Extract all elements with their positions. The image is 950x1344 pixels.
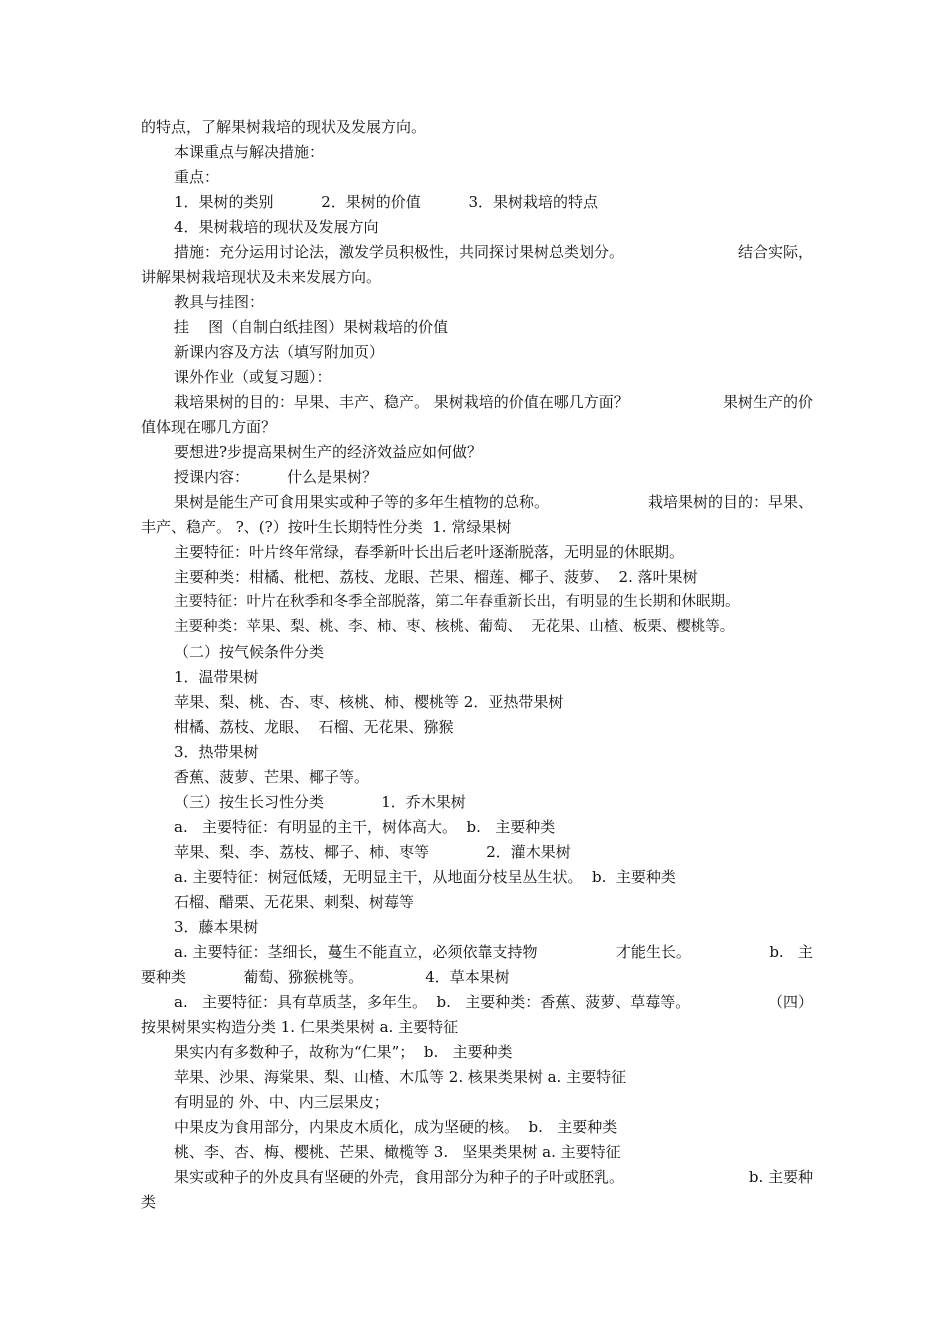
- text-line-37: 按果树果实构造分类 1. 仁果类果树 a. 主要特征: [141, 1018, 459, 1036]
- text-line-27: 香蕉、菠萝、芒果、椰子等。: [174, 768, 370, 786]
- text-line-24: 苹果、梨、桃、杏、枣、核桃、柿、樱桃等 2．亚热带果树: [174, 693, 564, 711]
- text-line-15: 授课内容： 什么是果树？: [174, 468, 378, 486]
- text-line-14: 要想进?步提高果树生产的经济效益应如何做？: [174, 443, 483, 461]
- text-line-12: [174, 392, 813, 412]
- text-line-8: 教具与挂图：: [174, 293, 265, 311]
- text-line-21: 主要种类：苹果、梨、桃、李、柿、枣、核桃、葡萄、 无花果、山楂、板栗、樱桃等。: [174, 619, 735, 635]
- text-line-6-part-a: 措施：充分运用讨论法，激发学员积极性，共同探讨果树总类划分。: [174, 243, 625, 261]
- text-line-16-part-a: 果树是能生产可食用果实或种子等的多年生植物的总称。: [174, 493, 550, 511]
- text-line-11: 课外作业（或复习题）：: [174, 368, 332, 386]
- text-line-41: 中果皮为食用部分，内果皮木质化，成为坚硬的核。 b. 主要种类: [174, 1118, 618, 1136]
- text-line-44: 类: [141, 1193, 157, 1211]
- text-line-31: a. 主要特征：树冠低矮，无明显主干，从地面分枝呈丛生状。 b. 主要种类: [174, 868, 676, 886]
- text-line-2: 本课重点与解决措施：: [174, 143, 325, 161]
- text-line-13: 值体现在哪几方面？: [141, 418, 277, 436]
- text-line-42: 桃、李、杏、梅、樱桃、芒果、橄榄等 3. 坚果类果树 a. 主要特征: [174, 1143, 621, 1161]
- text-line-6-part-b: 结合实际，: [737, 243, 813, 261]
- text-line-36: [174, 992, 813, 1012]
- text-line-4: 1．果树的类别 2．果树的价值 3．果树栽培的特点: [174, 193, 598, 211]
- text-line-40: 有明显的 外、中、内三层果皮；: [174, 1093, 389, 1111]
- text-line-7: 讲解果树栽培现状及未来发展方向。: [141, 268, 382, 286]
- text-line-34-part-a: a. 主要特征：茎细长，蔓生不能直立，必须依靠支持物: [174, 943, 538, 961]
- text-line-33: 3．藤本果树: [174, 918, 259, 936]
- text-line-5: 4．果树栽培的现状及发展方向: [174, 218, 379, 236]
- text-line-28: （三）按生长习性分类 1．乔木果树: [174, 793, 466, 811]
- text-line-6: [174, 242, 813, 262]
- text-line-3: 重点：: [174, 168, 220, 186]
- text-line-29: a. 主要特征：有明显的主干，树体高大。 b. 主要种类: [174, 818, 556, 836]
- text-line-30: 苹果、梨、李、荔枝、椰子、柿、枣等 2．灌木果树: [174, 843, 571, 861]
- text-line-43-part-a: 果实或种子的外皮具有坚硬的外壳，食用部分为种子的子叶或胚乳。: [174, 1168, 625, 1186]
- text-line-22: （二）按气候条件分类: [174, 643, 325, 661]
- text-line-9: 挂 图（自制白纸挂图）果树栽培的价值: [174, 318, 449, 336]
- text-line-18: 主要特征：叶片终年常绿，春季新叶长出后老叶逐渐脱落，无明显的休眠期。: [174, 543, 685, 561]
- text-line-23: 1．温带果树: [174, 668, 259, 686]
- text-line-38: 果实内有多数种子，故称为“仁果”； b. 主要种类: [174, 1043, 513, 1061]
- text-line-34-part-c: b. 主: [769, 943, 813, 961]
- text-line-36-part-b: （四）: [767, 993, 813, 1011]
- text-line-25: 柑橘、荔枝、龙眼、 石榴、无花果、猕猴: [174, 718, 454, 736]
- text-line-35: 要种类 葡萄、猕猴桃等。 4．草本果树: [141, 968, 510, 986]
- text-line-16-part-b: 栽培果树的目的：早果、: [647, 493, 813, 511]
- text-line-32: 石榴、醋栗、无花果、刺梨、树莓等: [174, 893, 415, 911]
- text-line-43: [174, 1167, 813, 1187]
- text-line-17: 丰产、稳产。 ?、(?）按叶生长期特性分类 1. 常绿果树: [141, 518, 512, 536]
- text-line-1: 的特点，了解果树栽培的现状及发展方向。: [141, 118, 427, 136]
- text-line-39: 苹果、沙果、海棠果、梨、山楂、木瓜等 2. 核果类果树 a. 主要特征: [174, 1068, 627, 1086]
- text-line-34: [174, 942, 813, 962]
- text-line-43-part-b: b. 主要种: [748, 1168, 813, 1186]
- text-line-19: 主要种类：柑橘、枇杷、荔枝、龙眼、芒果、榴莲、椰子、菠萝、 2. 落叶果树: [174, 568, 698, 586]
- text-line-10: 新课内容及方法（填写附加页）: [174, 343, 385, 361]
- text-line-16: [174, 492, 813, 512]
- text-line-12-part-a: 栽培果树的目的：早果、丰产、稳产。 果树栽培的价值在哪几方面？: [174, 393, 629, 411]
- text-line-34-part-b: 才能生长。: [615, 943, 691, 961]
- text-line-20: 主要特征：叶片在秋季和冬季全部脱落，第二年春重新长出，有明显的生长期和休眠期。: [174, 594, 740, 610]
- text-line-12-part-b: 果树生产的价: [722, 393, 813, 411]
- text-line-26: 3．热带果树: [174, 743, 259, 761]
- text-line-36-part-a: a. 主要特征：具有草质茎，多年生。 b. 主要种类：香蕉、菠萝、草莓等。: [174, 993, 691, 1011]
